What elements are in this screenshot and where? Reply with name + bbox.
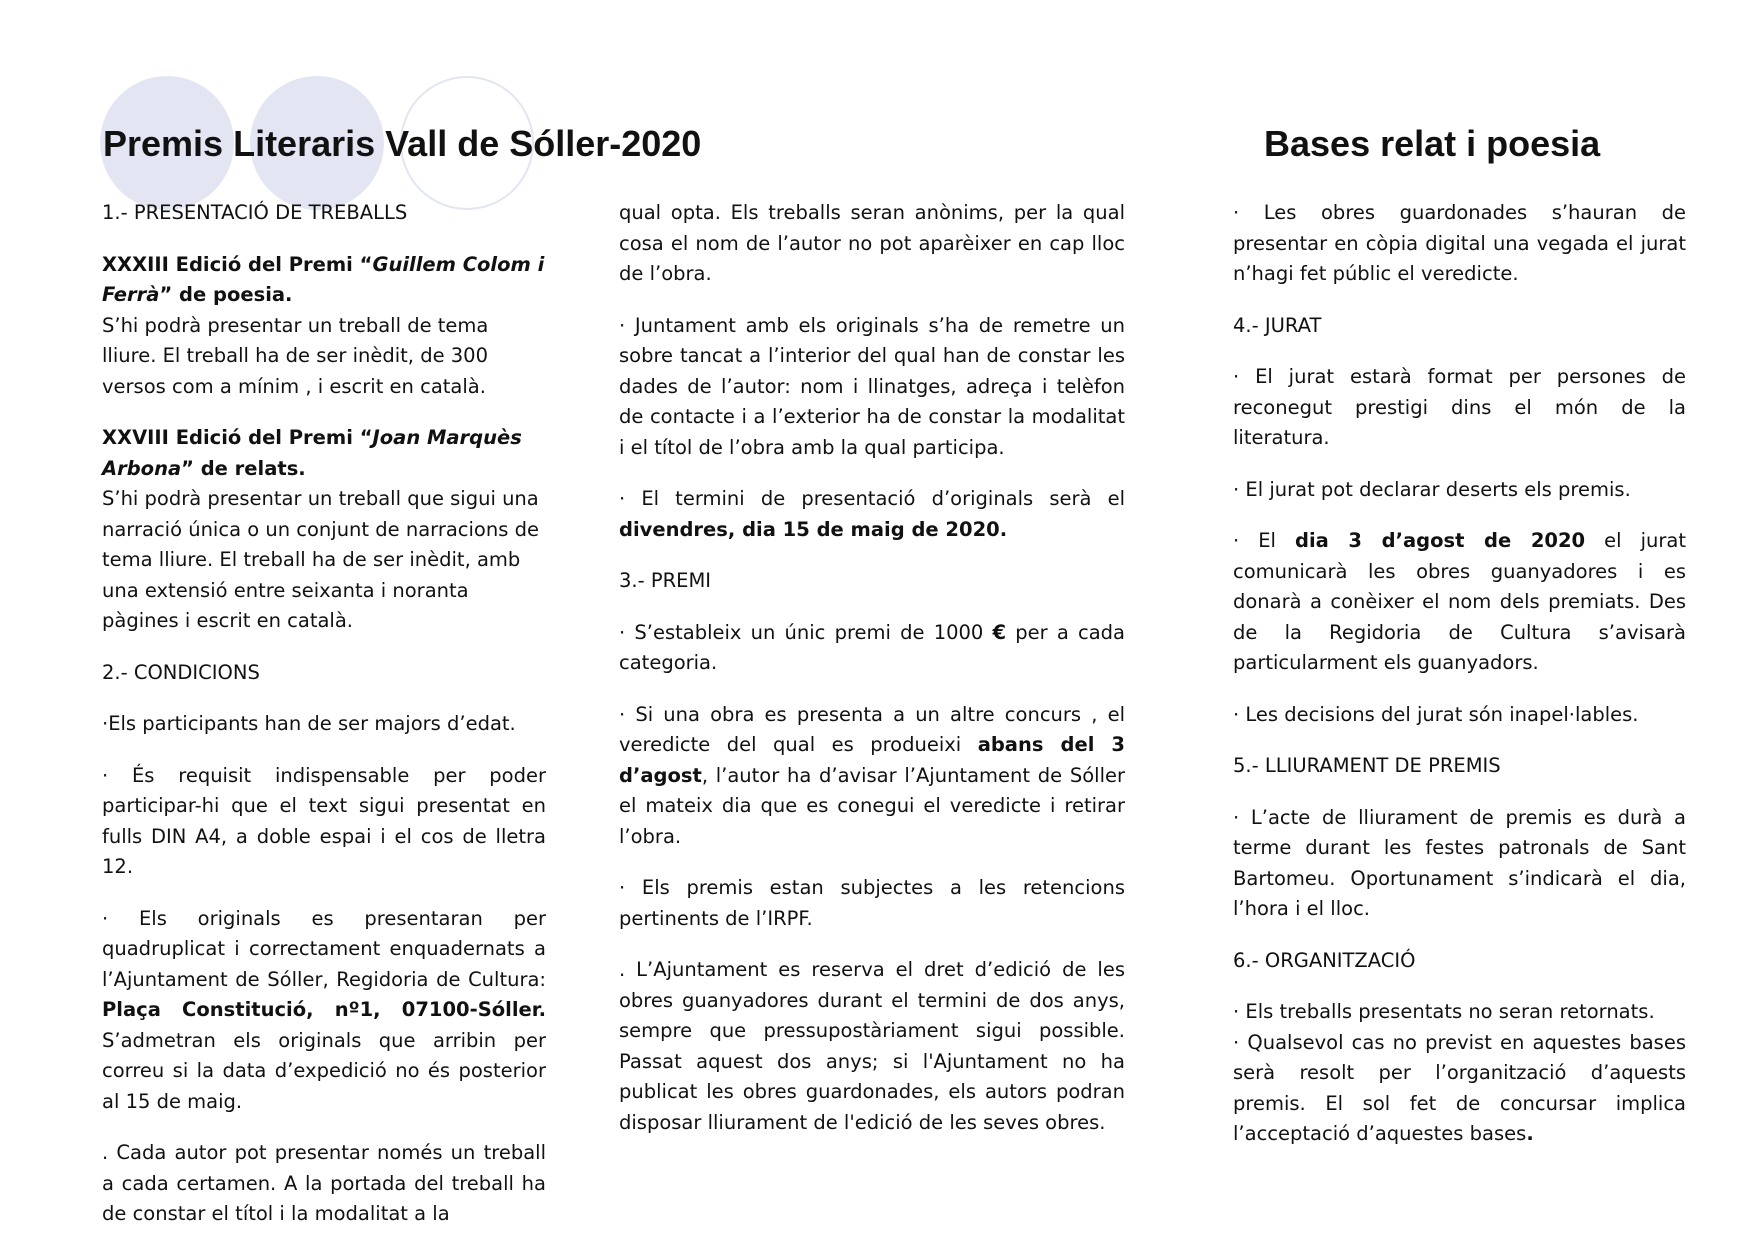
jury-3 [1233, 526, 1686, 679]
organization-notes [1233, 997, 1686, 1150]
jury-1: · El jurat estarà format per persones de reconegut prestigi dins el món de la literatura. [1233, 365, 1686, 449]
page-title: Premis Literaris Vall de Sóller-2020 [103, 123, 702, 164]
poetry-edition: XXXIII Edició del Premi “ [102, 252, 373, 276]
condition-3-text: · Els originals es presentaran per quadruplicat i correctament enquadernats a l’Ajuntament de Sóller, Regidoria de Cultura: [102, 906, 546, 991]
deadline-date: divendres, dia 15 de maig de 2020. [619, 517, 1008, 541]
jury-3-post: el jurat comunicarà les obres guanyadores i es donarà a conèixer el nom dels premiats. Des de la Regidoria de Cultura s’avisarà particularment els guanyadors. [1233, 529, 1686, 674]
currency-symbol: € [992, 620, 1007, 644]
address: Plaça Constitució, nº1, 07100-Sóller. [102, 998, 546, 1021]
prize-1 [619, 618, 1125, 679]
organization-2: · Qualsevol cas no previst en aquestes bases serà resolt per l’organització d’aquests premis. El sol fet de concursar implica l’acceptació d’aquestes bases [1233, 1030, 1686, 1145]
prize-2-text: · Si una obra es presenta a un altre concurs , el veredicte del qual es produeixi [619, 702, 1125, 756]
organization-2-end: . [1526, 1122, 1534, 1145]
condition-3-post: S’admetran els originals que arribin per correu si la data d’expedició no és posterior al 15 de maig. [102, 1028, 546, 1113]
text-column-1 [102, 198, 546, 1230]
prize-2-post: , l’autor ha d’avisar l’Ajuntament de Sóller el mateix dia que es conegui el veredicte i retirar l’obra. [619, 763, 1125, 848]
poetry-prize-name: Guillem Colom i Ferrà [102, 252, 545, 306]
condition-1: ·Els participants han de ser majors d’edat. [102, 712, 516, 735]
section-heading-condicions: 2.- CONDICIONS [102, 660, 260, 684]
story-suffix: ” de relats. [181, 456, 306, 480]
story-description: S’hi podrà presentar un treball que sigui una narració única o un conjunt de narracions de tema lliure. El treball ha de ser inèdit, amb una extensió entre seixanta i noranta pàgines i escrit en català. [102, 487, 539, 632]
condition-6 [619, 484, 1125, 545]
text-column-3 [1233, 198, 1686, 1150]
section-heading-lliurament: 5.- LLIURAMENT DE PREMIS [1233, 754, 1501, 777]
story-prize-name: Joan Marquès Arbona [102, 426, 522, 480]
condition-4-continued: qual opta. Els treballs seran anònims, per la qual cosa el nom de l’autor no pot aparèixer en cap lloc de l’obra. [619, 201, 1125, 285]
section-heading-jurat: 4.- JURAT [1233, 313, 1322, 337]
story-edition: XXVIII Edició del Premi “ [102, 426, 373, 449]
prize-3: · Els premis estan subjectes a les retencions pertinents de l’IRPF. [619, 876, 1125, 930]
condition-5: · Juntament amb els originals s’ha de remetre un sobre tancat a l’interior del qual han de constar les dades de l’autor: nom i llinatges, adreça i telèfon de contacte i a l’exterior ha de constar la modalitat i el títol de l’obra amb la qual participa. [619, 313, 1125, 459]
prize-2-bold: abans del 3 d’agost [619, 733, 1126, 787]
poetry-prize-block [102, 250, 546, 403]
jury-3-text: · El [1233, 529, 1295, 552]
story-prize-block [102, 423, 546, 637]
condition-6-text: · El termini de presentació d’originals serà el [619, 487, 1125, 510]
section-heading-premi: 3.- PREMI [619, 569, 712, 592]
organization-1: · Els treballs presentats no seran retornats. [1233, 1000, 1655, 1023]
prize-1-text: · S’estableix un únic premi de 1000 [619, 620, 993, 644]
jury-2: · El jurat pot declarar deserts els premis. [1233, 477, 1631, 501]
prize-2 [619, 700, 1125, 853]
section-heading-presentacio: 1.- PRESENTACIÓ DE TREBALLS [102, 201, 408, 224]
condition-3 [102, 904, 546, 1118]
poetry-suffix: ” de poesia. [159, 283, 293, 306]
poetry-description: S’hi podrà presentar un treball de tema lliure. El treball ha de ser inèdit, de 300 versos com a mínim , i escrit en català. [102, 313, 489, 398]
award-ceremony: · L’acte de lliurament de premis es durà a terme durant les festes patronals de Sant Bartomeu. Oportunament s’indicarà el dia, l’hora i el lloc. [1233, 805, 1686, 920]
condition-4: . Cada autor pot presentar només un treball a cada certamen. A la portada del treball ha de constar el títol i la modalitat a la [102, 1141, 546, 1225]
prize-4: . L’Ajuntament es reserva el dret d’edició de les obres guanyadores durant el termini de dos anys, sempre que pressupostàriament sigui possible. Passat aquest dos anys; si l'Ajuntament no ha publicat les obres guardonades, els autors podran disposar lliurament de l'edició de les seves obres. [619, 958, 1125, 1134]
page-subtitle: Bases relat i poesia [1264, 123, 1601, 164]
prize-1-post: per a cada categoria. [619, 620, 1126, 674]
verdict-date: dia 3 d’agost de 2020 [1295, 529, 1586, 552]
prize-5: · Les obres guardonades s’hauran de presentar en còpia digital una vegada el jurat n’hagi fet públic el veredicte. [1233, 201, 1686, 285]
jury-4: · Les decisions del jurat són inapel·lables. [1233, 702, 1639, 726]
condition-2: · És requisit indispensable per poder participar-hi que el text sigui presentat en fulls DIN A4, a doble espai i el cos de lletra 12. [102, 763, 546, 878]
section-heading-organitzacio: 6.- ORGANITZACIÓ [1233, 948, 1416, 972]
text-column-2 [619, 198, 1125, 1138]
